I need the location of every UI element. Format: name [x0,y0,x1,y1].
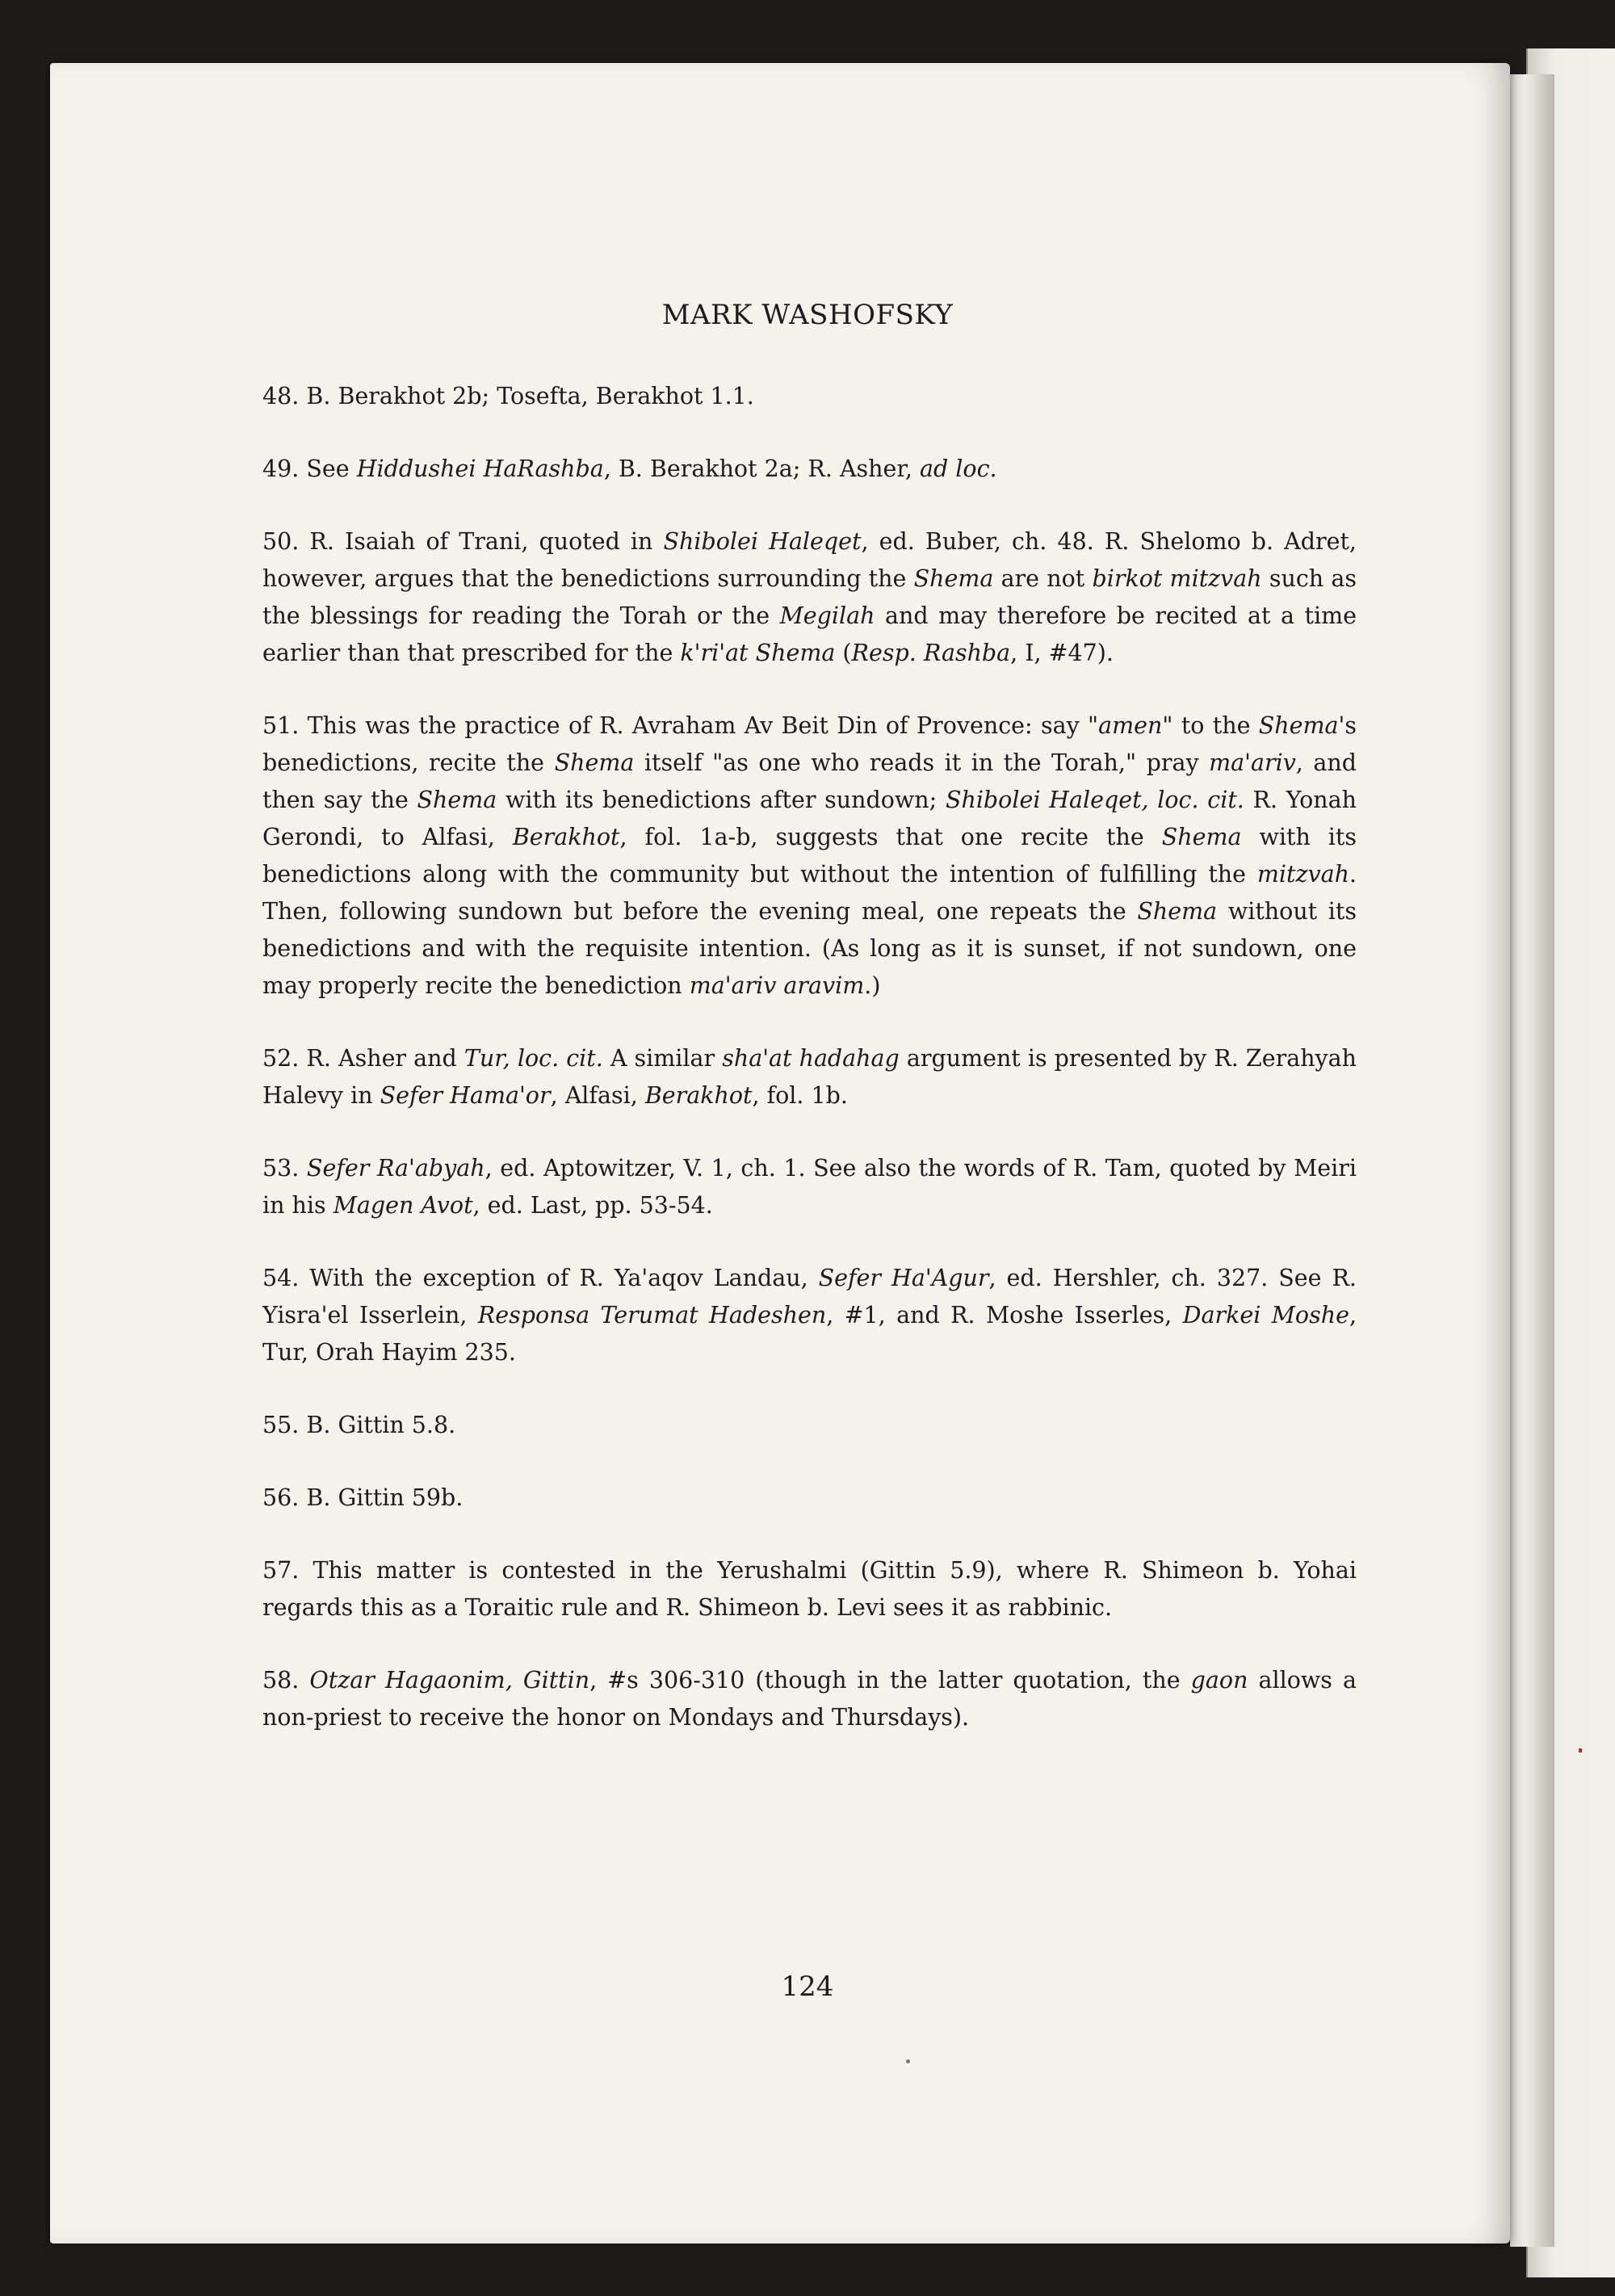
note-text: , ed. Aptowitzer, V. 1, ch. 1. See also the words of R. Tam, quoted by Meiri in his [262,1155,1357,1219]
note-text: itself "as one who reads it in the Torah," pray [634,749,1210,776]
note-text: A similar [602,1045,723,1072]
page-edge [1510,74,1554,2247]
note-50 [262,523,1357,672]
note-text: 49. See [262,455,357,482]
note-51 [262,707,1357,1005]
note-53 [262,1150,1357,1224]
note-italic-text: Megilah [779,602,875,629]
note-text: , B. Berakhot 2a; R. Asher, [603,455,921,482]
note-italic-text: k'ri'at Shema [680,640,836,666]
note-text: 48. B. Berakhot 2b; Tosefta, Berakhot 1.1. [262,383,754,409]
note-italic-text: Responsa Terumat Hadeshen [477,1302,827,1328]
note-56 [262,1480,1357,1517]
note-text: 's benedictions, recite the [262,712,1357,776]
note-italic-text: birkot mitzvah [1092,565,1262,592]
note-text: 54. With the exception of R. Ya'aqov Landau, [262,1265,819,1291]
note-text: 51. This was the practice of R. Avraham Av Beit Din of Provence: say " [262,712,1099,739]
note-text: 50. R. Isaiah of Trani, quoted in [262,528,664,555]
note-text: 55. B. Gittin 5.8. [262,1412,456,1438]
print-mark [906,2059,910,2063]
note-text: , ed. Buber, ch. 48. R. Shelomo b. Adret, however, argues that the benedictions surrounding the [262,528,1357,592]
note-italic-text: Shema [1161,824,1242,850]
note-italic-text: Hiddushei HaRashba [356,455,604,482]
note-text: , Alfasi, [550,1082,645,1109]
note-italic-text: Shema [554,749,635,776]
note-text: , ed. Last, pp. 53-54. [472,1192,713,1219]
note-text: , Tur, Orah Hayim 235. [262,1302,1357,1366]
note-italic-text: amen [1098,712,1163,739]
note-48 [262,378,1357,415]
note-text: , fol. 1a-b, suggests that one recite the [619,824,1162,850]
note-italic-text: Otzar Hagaonim, Gittin [309,1667,590,1694]
note-italic-text: Magen Avot [333,1192,473,1219]
note-text: without its benedictions and with the requisite intention. (As long as it is sunset, if not sundown, one may properly recite the benediction [262,898,1357,999]
note-54 [262,1260,1357,1371]
note-58 [262,1662,1357,1736]
note-italic-text: Berakhot [512,824,620,850]
note-text: , #s 306-310 (though in the latter quotation, the [589,1667,1191,1694]
note-italic-text: gaon [1190,1667,1248,1694]
note-italic-text: ad loc. [920,455,997,482]
running-header: MARK WASHOFSKY [661,299,954,331]
note-text: ( [835,640,852,666]
note-text: 52. R. Asher and [262,1045,464,1072]
page-number: 124 [781,1971,834,2003]
note-57 [262,1552,1357,1627]
note-italic-text: Sefer Ra'abyah [306,1155,485,1182]
note-55 [262,1407,1357,1444]
note-italic-text: Shema [417,787,497,813]
note-italic-text: Resp. Rashba [851,640,1011,666]
note-text: 57. This matter is contested in the Yerushalmi (Gittin 5.9), where R. Shimeon b. Yohai regards this as a Toraitic rule and R. Shimeon b. Levi sees it as rabbinic. [262,1557,1357,1621]
note-italic-text: Shema [1258,712,1339,739]
note-text: 56. B. Gittin 59b. [262,1484,464,1511]
note-italic-text: sha'at hadahag [722,1045,900,1072]
note-italic-text: Sefer Ha'Agur [818,1265,989,1291]
note-italic-text: Shibolei Haleqet, loc. cit. [945,787,1244,813]
note-text: 53. [262,1155,307,1182]
note-text: allows a non-priest to receive the honor on Mondays and Thursdays). [262,1667,1357,1731]
note-italic-text: Sefer Hama'or [380,1082,551,1109]
note-italic-text: Shibolei Haleqet [663,528,862,555]
note-text: with its benedictions after sundown; [497,787,946,813]
note-text: , #1, and R. Moshe Isserles, [826,1302,1183,1328]
note-text: , and then say the [262,749,1357,813]
note-52 [262,1040,1357,1114]
note-text: and may therefore be recited at a time earlier than that prescribed for the [262,602,1357,666]
note-italic-text: Tur, loc. cit. [464,1045,603,1072]
note-italic-text: Shema [913,565,994,592]
note-italic-text: Darkei Moshe [1182,1302,1349,1328]
note-italic-text: Berakhot [644,1082,753,1109]
note-text: . Then, following sundown but before the evening meal, one repeats the [262,861,1357,925]
note-italic-text: ma'ariv [1209,749,1296,776]
note-italic-text: mitzvah [1256,861,1349,888]
note-text: argument is presented by R. Zerahyah Halevy in [262,1045,1357,1109]
note-text: , ed. Hershler, ch. 327. See R. Yisra'el Isserlein, [262,1265,1357,1328]
note-text: 58. [262,1667,310,1694]
note-text: R. Yonah Gerondi, to Alfasi, [262,787,1357,850]
endnotes [262,378,1357,1736]
note-text: " to the [1162,712,1259,739]
note-text: are not [993,565,1093,592]
note-49 [262,451,1357,488]
note-text: with its benedictions along with the community but without the intention of fulfilling the [262,824,1357,888]
note-text: such as the blessings for reading the Torah or the [262,565,1357,629]
note-text: , fol. 1b. [752,1082,848,1109]
note-italic-text: ma'ariv aravim [689,972,865,999]
note-italic-text: Shema [1137,898,1218,925]
note-text: , I, #47). [1010,640,1114,666]
red-mark [1579,1748,1582,1752]
note-text: .) [864,972,881,999]
